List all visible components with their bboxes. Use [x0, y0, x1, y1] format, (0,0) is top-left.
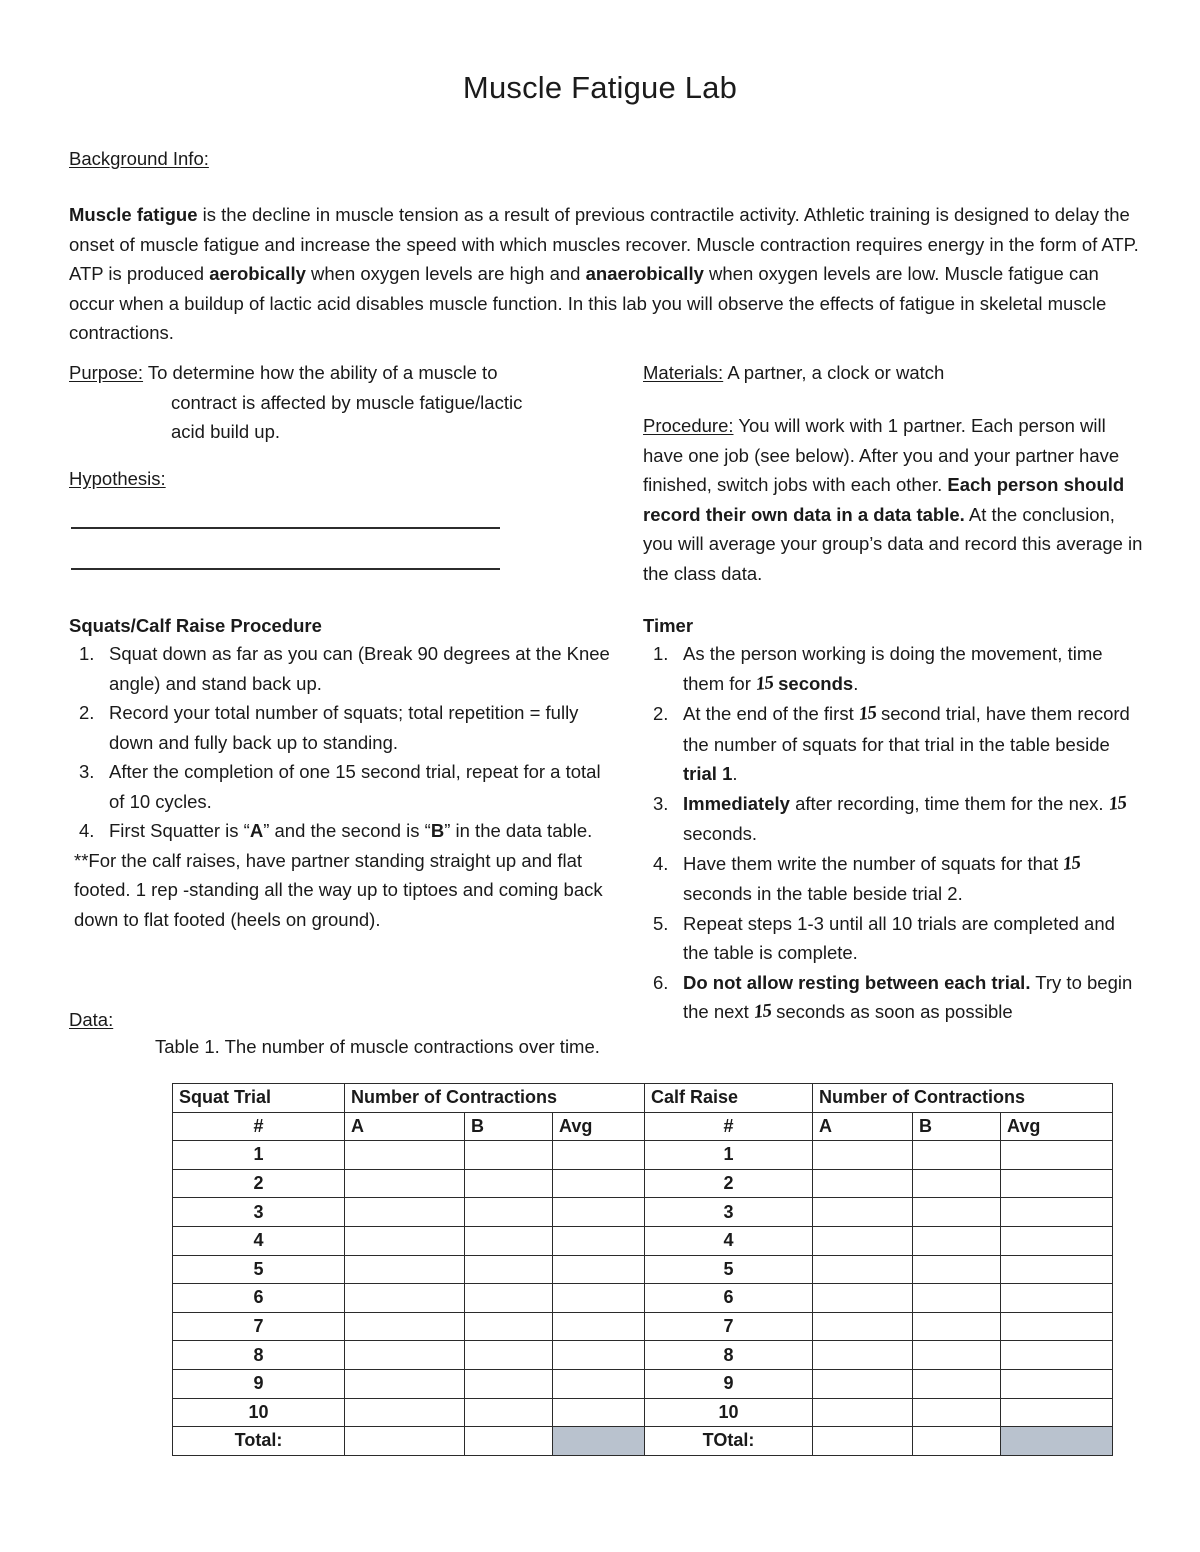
handwritten-annotation-15: 15: [857, 702, 877, 725]
materials-label: Materials:: [643, 362, 724, 383]
squat-a-cell[interactable]: [345, 1369, 465, 1398]
list-item-label: After the completion of one 15 second trial, repeat for a total of 10 cycles.: [109, 761, 601, 812]
squats-procedure-list: [69, 612, 614, 934]
squat-avg-cell[interactable]: [553, 1398, 645, 1427]
hypothesis-write-line-1[interactable]: [71, 527, 500, 529]
squat-avg-cell[interactable]: [553, 1255, 645, 1284]
calf-raise-header: Calf Raise: [645, 1084, 813, 1113]
list-item: [69, 816, 614, 846]
calf-avg-cell[interactable]: [1001, 1226, 1113, 1255]
list-item: [69, 698, 614, 757]
background-body-2: when oxygen levels are high and: [305, 263, 586, 284]
squat-a-cell[interactable]: [345, 1198, 465, 1227]
squat-avg-cell[interactable]: [553, 1284, 645, 1313]
calf-b-cell[interactable]: [913, 1255, 1001, 1284]
calf-avg-cell[interactable]: [1001, 1341, 1113, 1370]
table-row: [173, 1255, 1113, 1284]
squat-b-cell[interactable]: [465, 1198, 553, 1227]
calf-b-cell[interactable]: [913, 1341, 1001, 1370]
squat-trial-number: 5: [173, 1255, 345, 1284]
procedure-text-1: You will work with 1 partner. Each person will have one job (see below). After you and your partner have finished, switch jobs with each other.: [643, 415, 1120, 495]
hypothesis-label: Hypothesis:: [69, 468, 166, 489]
handwritten-annotation-15: 15: [752, 1000, 772, 1023]
squat-total-avg-cell-shaded: [553, 1427, 645, 1456]
table-header-row-top: [173, 1084, 1113, 1113]
squat-trial-number: 3: [173, 1198, 345, 1227]
background-body-1: is the decline in muscle tension as a result of previous contractile activity. Athletic training is designed to delay the onset of muscle fatigue and increase the speed with which muscles recover. Muscle contraction requires energy in the form of ATP. ATP is produced: [69, 204, 1139, 284]
list-item-number: 6.: [653, 971, 669, 993]
list-item: [643, 849, 1143, 909]
squat-col-b-header: B: [465, 1112, 553, 1141]
calf-total-b-cell[interactable]: [913, 1427, 1001, 1456]
list-item: [643, 639, 1143, 699]
calf-b-cell[interactable]: [913, 1284, 1001, 1313]
squat-total-b-cell[interactable]: [465, 1427, 553, 1456]
data-table-wrapper: [172, 1083, 1113, 1456]
calf-b-cell[interactable]: [913, 1398, 1001, 1427]
contractions-header-squat: Number of Contractions: [345, 1084, 645, 1113]
list-item-label: At the end of the first 15 second trial, have them record the number of squats for that trial in the table beside trial 1.: [683, 699, 1143, 789]
calf-b-cell[interactable]: [913, 1141, 1001, 1170]
list-item-label: Repeat steps 1-3 until all 10 trials are completed and the table is complete.: [683, 912, 1115, 963]
handwritten-annotation-15: 15: [1062, 851, 1082, 875]
calf-a-cell[interactable]: [813, 1341, 913, 1370]
list-item: [643, 789, 1143, 849]
materials-block: [643, 358, 1143, 388]
table-row: [173, 1341, 1113, 1370]
table-row: [173, 1312, 1113, 1341]
calf-trial-number: 9: [645, 1369, 813, 1398]
table-header-row-sub: [173, 1112, 1113, 1141]
list-item-label: Do not allow resting between each trial. Try to begin the next 15 seconds as soon as possible: [683, 968, 1143, 1028]
list-item-label: First Squatter is “A” and the second is “B” in the data table.: [109, 820, 593, 841]
list-item: [643, 699, 1143, 789]
contractions-data-table: [172, 1083, 1113, 1456]
squat-a-cell[interactable]: [345, 1398, 465, 1427]
squatter-b-label: B: [430, 820, 445, 841]
background-paragraph: [69, 200, 1141, 348]
squat-trial-number: 1: [173, 1141, 345, 1170]
calf-avg-cell[interactable]: [1001, 1398, 1113, 1427]
squats-procedure-heading: Squats/Calf Raise Procedure: [69, 615, 322, 636]
calf-avg-cell[interactable]: [1001, 1312, 1113, 1341]
calf-a-cell[interactable]: [813, 1312, 913, 1341]
list-item-number: 4.: [79, 820, 95, 841]
calf-b-cell[interactable]: [913, 1226, 1001, 1255]
timer-procedure-list: [643, 612, 1143, 1028]
squat-trial-number: 7: [173, 1312, 345, 1341]
background-bold-anaerobically: anaerobically: [585, 263, 704, 284]
squat-b-cell[interactable]: [465, 1284, 553, 1313]
calf-a-cell[interactable]: [813, 1369, 913, 1398]
page-title: Muscle Fatigue Lab: [462, 70, 738, 105]
squat-avg-cell[interactable]: [553, 1169, 645, 1198]
calf-hash-header: #: [645, 1112, 813, 1141]
squat-col-a-header: A: [345, 1112, 465, 1141]
squat-a-cell[interactable]: [345, 1169, 465, 1198]
purpose-block: [69, 358, 609, 447]
calf-avg-cell[interactable]: [1001, 1284, 1113, 1313]
squat-b-cell[interactable]: [465, 1341, 553, 1370]
purpose-line-3: acid build up.: [171, 421, 281, 442]
calf-a-cell[interactable]: [813, 1398, 913, 1427]
squat-avg-cell[interactable]: [553, 1141, 645, 1170]
calf-a-cell[interactable]: [813, 1284, 913, 1313]
calf-total-a-cell[interactable]: [813, 1427, 913, 1456]
calf-a-cell[interactable]: [813, 1141, 913, 1170]
list-item: [69, 757, 614, 816]
squat-avg-cell[interactable]: [553, 1369, 645, 1398]
calf-trial-number: 4: [645, 1226, 813, 1255]
squat-avg-cell[interactable]: [553, 1198, 645, 1227]
calf-trial-number: 6: [645, 1284, 813, 1313]
procedure-bold-1: Each person should record their own data in a data table.: [643, 474, 1125, 525]
procedure-block: [643, 411, 1143, 588]
handwritten-annotation-15: 15: [1107, 791, 1127, 815]
table-row: [173, 1169, 1113, 1198]
calf-b-cell[interactable]: [913, 1369, 1001, 1398]
background-bold-aerobically: aerobically: [209, 263, 306, 284]
purpose-line-1: To determine how the ability of a muscle to: [147, 362, 498, 383]
calf-avg-cell[interactable]: [1001, 1169, 1113, 1198]
squat-trial-number: 4: [173, 1226, 345, 1255]
procedure-label: Procedure:: [643, 415, 734, 436]
calf-total-label: TOtal:: [645, 1427, 813, 1456]
table-caption: Table 1. The number of muscle contractions over time.: [155, 1036, 600, 1057]
list-item-number: 5.: [653, 912, 669, 934]
calf-b-cell[interactable]: [913, 1169, 1001, 1198]
squat-b-cell[interactable]: [465, 1398, 553, 1427]
calf-trial-number: 1: [645, 1141, 813, 1170]
list-item: [643, 968, 1143, 1028]
calf-avg-cell[interactable]: [1001, 1141, 1113, 1170]
squat-b-cell[interactable]: [465, 1312, 553, 1341]
squat-avg-cell[interactable]: [553, 1312, 645, 1341]
squat-a-cell[interactable]: [345, 1141, 465, 1170]
table-row: [173, 1398, 1113, 1427]
list-item-number: 4.: [653, 852, 669, 874]
calf-trial-number: 5: [645, 1255, 813, 1284]
calf-col-a-header: A: [813, 1112, 913, 1141]
squat-col-avg-header: Avg: [553, 1112, 645, 1141]
calf-a-cell[interactable]: [813, 1198, 913, 1227]
squatter-a-label: A: [249, 820, 264, 841]
list-item: [643, 909, 1143, 968]
purpose-label: Purpose:: [69, 362, 144, 383]
squat-b-cell[interactable]: [465, 1255, 553, 1284]
calf-trial-number: 7: [645, 1312, 813, 1341]
materials-text: A partner, a clock or watch: [727, 362, 945, 383]
calf-trial-number: 2: [645, 1169, 813, 1198]
squat-b-cell[interactable]: [465, 1369, 553, 1398]
hypothesis-write-line-2[interactable]: [71, 568, 500, 570]
table-total-row: [173, 1427, 1113, 1456]
squat-b-cell[interactable]: [465, 1226, 553, 1255]
squat-a-cell[interactable]: [345, 1312, 465, 1341]
background-body-3: when oxygen levels are low. Muscle fatigue can occur when a buildup of lactic acid disables muscle function. In this lab you will observe the effects of fatigue in skeletal muscle contractions.: [69, 263, 1107, 343]
squat-trial-header: Squat Trial: [173, 1084, 345, 1113]
table-row: [173, 1369, 1113, 1398]
squat-trial-number: 9: [173, 1369, 345, 1398]
squat-a-cell[interactable]: [345, 1255, 465, 1284]
contractions-header-calf: Number of Contractions: [813, 1084, 1113, 1113]
calf-trial-number: 8: [645, 1341, 813, 1370]
calf-raise-note: **For the calf raises, have partner standing straight up and flat footed. 1 rep -standing all the way up to tiptoes and coming back down to flat footed (heels on ground).: [74, 849, 603, 930]
squat-trial-number: 10: [173, 1398, 345, 1427]
calf-a-cell[interactable]: [813, 1226, 913, 1255]
squat-avg-cell[interactable]: [553, 1341, 645, 1370]
squat-trial-number: 6: [173, 1284, 345, 1313]
data-section-label: Data:: [69, 1009, 114, 1030]
calf-a-cell[interactable]: [813, 1255, 913, 1284]
table-row: [173, 1226, 1113, 1255]
squat-a-cell[interactable]: [345, 1284, 465, 1313]
squat-a-cell[interactable]: [345, 1341, 465, 1370]
calf-b-cell[interactable]: [913, 1312, 1001, 1341]
squat-b-cell[interactable]: [465, 1169, 553, 1198]
table-row: [173, 1198, 1113, 1227]
timer-heading: Timer: [643, 615, 694, 636]
list-item-label: Immediately after recording, time them for the nex. 15 seconds.: [683, 789, 1143, 849]
list-item-number: 2.: [79, 702, 95, 723]
list-item-number: 1.: [79, 643, 95, 664]
calf-trial-number: 10: [645, 1398, 813, 1427]
calf-b-cell[interactable]: [913, 1198, 1001, 1227]
procedure-text-2: At the conclusion, you will average your group’s data and record this average in the class data.: [643, 503, 1143, 584]
list-item-label: As the person working is doing the movement, time them for 15 seconds.: [683, 639, 1143, 699]
background-lead-bold: Muscle fatigue: [69, 204, 198, 225]
list-item-label: Squat down as far as you can (Break 90 degrees at the Knee angle) and stand back up.: [109, 643, 610, 694]
handwritten-annotation-15: 15: [754, 671, 774, 695]
squat-trial-number: 2: [173, 1169, 345, 1198]
list-item-number: 3.: [653, 792, 669, 814]
calf-avg-cell[interactable]: [1001, 1198, 1113, 1227]
table-row: [173, 1141, 1113, 1170]
squat-total-a-cell[interactable]: [345, 1427, 465, 1456]
calf-a-cell[interactable]: [813, 1169, 913, 1198]
squat-avg-cell[interactable]: [553, 1226, 645, 1255]
calf-trial-number: 3: [645, 1198, 813, 1227]
background-info-heading: Background Info:: [69, 148, 209, 169]
list-item-number: 1.: [653, 643, 669, 664]
squat-a-cell[interactable]: [345, 1226, 465, 1255]
list-item-label: Have them write the number of squats for that 15 seconds in the table beside trial 2.: [683, 849, 1143, 909]
squat-total-label: Total:: [173, 1427, 345, 1456]
calf-avg-cell[interactable]: [1001, 1369, 1113, 1398]
list-item-label: Record your total number of squats; total repetition = fully down and fully back up to standing.: [109, 702, 579, 753]
squat-hash-header: #: [173, 1112, 345, 1141]
squat-b-cell[interactable]: [465, 1141, 553, 1170]
calf-total-avg-cell-shaded: [1001, 1427, 1113, 1456]
calf-avg-cell[interactable]: [1001, 1255, 1113, 1284]
purpose-line-2: contract is affected by muscle fatigue/lactic: [171, 391, 523, 413]
list-item: [69, 639, 614, 698]
table-row: [173, 1284, 1113, 1313]
list-item-number: 3.: [79, 761, 95, 782]
calf-col-b-header: B: [913, 1112, 1001, 1141]
calf-col-avg-header: Avg: [1001, 1112, 1113, 1141]
squat-trial-number: 8: [173, 1341, 345, 1370]
list-item-number: 2.: [653, 703, 669, 724]
